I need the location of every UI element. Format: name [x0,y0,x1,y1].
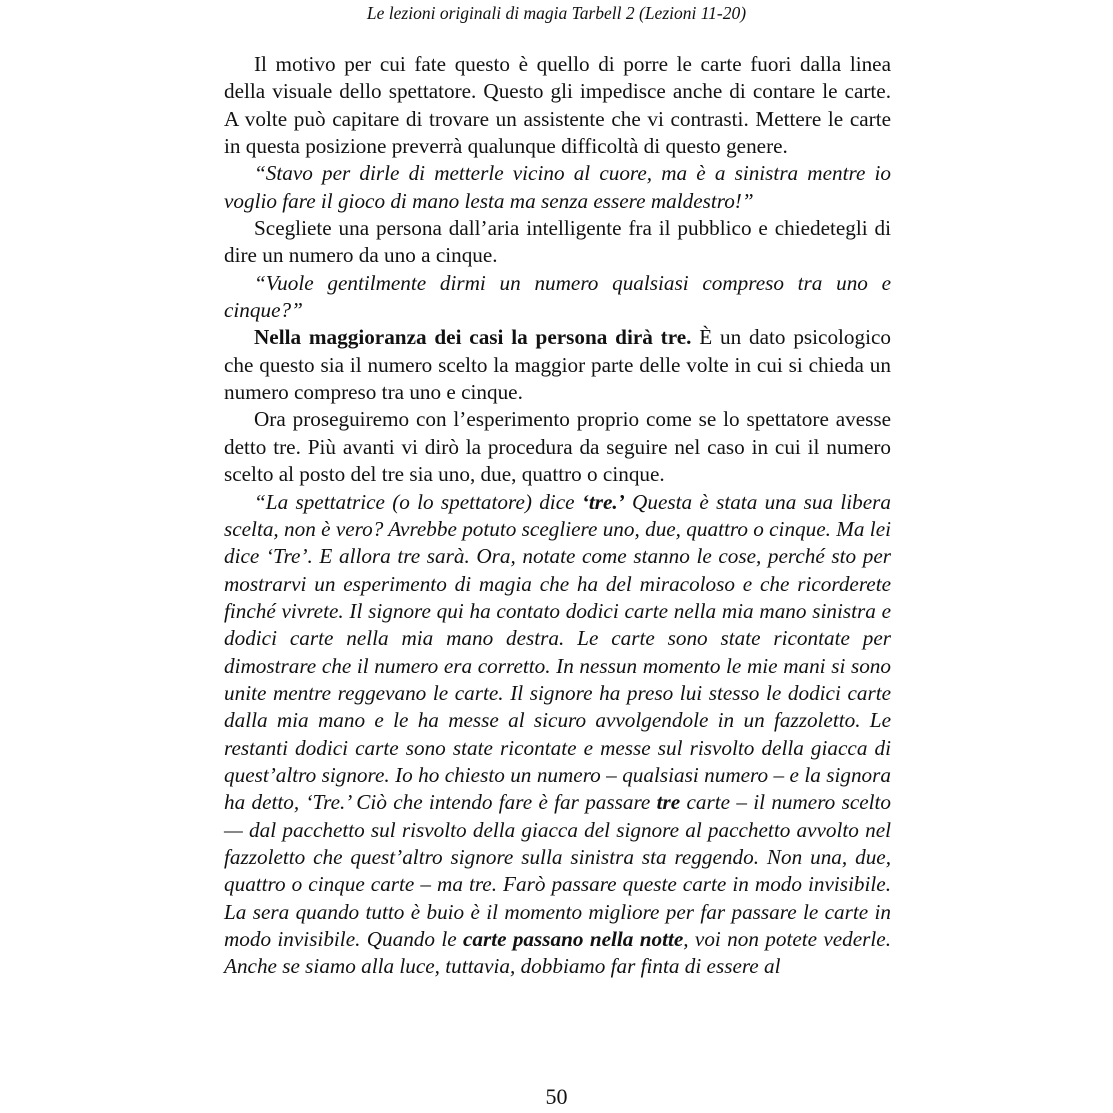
text-span: carte – il numero scelto — dal pacchetto sul risvolto della giacca del signore al pacchetto avvolto nel fazzoletto che quest’altro signore sulla sinistra sta reggendo. Non una, due, quattro o cinque carte – ma tre. Farò passare queste carte in modo invisibile. La sera quando tutto è buio è il momento migliore per far passare le carte in modo invisibile. Quando le [224,790,891,951]
page-number: 50 [545,1084,568,1109]
page-body [224,51,891,981]
paragraph: Ora proseguiremo con l’esperimento proprio come se lo spettatore avesse detto tre. Più avanti vi dirò la procedura da seguire nel caso in cui il numero scelto al posto del tre sia uno, due, quattro o cinque. [224,407,891,487]
paragraph-quote: “Vuole gentilmente dirmi un numero qualsiasi compreso tra uno e cinque?” [224,270,891,323]
text-span: “La spettatrice (o lo spettatore) dice [254,489,582,514]
bold-phrase: tre [656,790,681,815]
text-span: È un dato psicologico che questo sia il numero scelto la maggior parte delle volte in cui si chieda un numero compreso tra uno e cinque. [224,325,891,405]
paragraph-quote: “Stavo per dirle di metterle vicino al cuore, ma è a sinistra mentre io voglio fare il gioco di mano lesta ma senza essere maldestro!” [224,161,891,213]
text-span: , voi non potete vederle. Anche se siamo alla luce, tuttavia, dobbiamo far finta di essere al [224,927,891,979]
bold-phrase: ‘tre.’ [581,489,625,514]
running-head: Le lezioni originali di magia Tarbell 2 (Lezioni 11-20) [366,3,747,23]
paragraph: Il motivo per cui fate questo è quello di porre le carte fuori dalla linea della visuale dello spettatore. Questo gli impedisce anche di contare le carte. A volte può capitare di trovare un assistente che vi contrasti. Mettere le carte in questa posizione preverrà qualunque difficoltà di questo genere. [224,52,891,159]
paragraph [224,324,891,406]
bold-phrase: carte passano nella notte [462,927,684,951]
text-span: Questa è stata una sua libera scelta, non è vero? Avrebbe potuto scegliere uno, due, quattro o cinque. Ma lei dice ‘Tre’. E allora tre sarà. Ora, notate come stanno le cose, perché sto per mostrarvi un esperimento di magia che ha del miracoloso e che ricorderete finché vivrete. Il signore qui ha contato dodici carte nella mia mano sinistra e dodici carte nella mia mano destra. Le carte sono state ricontate per dimostrare che il numero era corretto. In nessun momento le mie mani si sono unite mentre reggevano le carte. Il signore ha preso lui stesso le dodici carte dalla mia mano e le ha messe al sicuro avvolgendole in un fazzoletto. Le restanti dodici carte sono state ricontate e messe sul risvolto della giacca di quest’altro signore. Io ho chiesto un numero – qualsiasi numero – e la signora ha detto, ‘Tre.’ Ciò che intendo fare è far passare [224,489,891,815]
paragraph-quote [224,489,891,981]
bold-phrase: Nella maggioranza dei casi la persona dirà tre. [254,325,692,350]
paragraph: Scegliete una persona dall’aria intelligente fra il pubblico e chiedetegli di dire un numero da uno a cinque. [224,216,891,268]
